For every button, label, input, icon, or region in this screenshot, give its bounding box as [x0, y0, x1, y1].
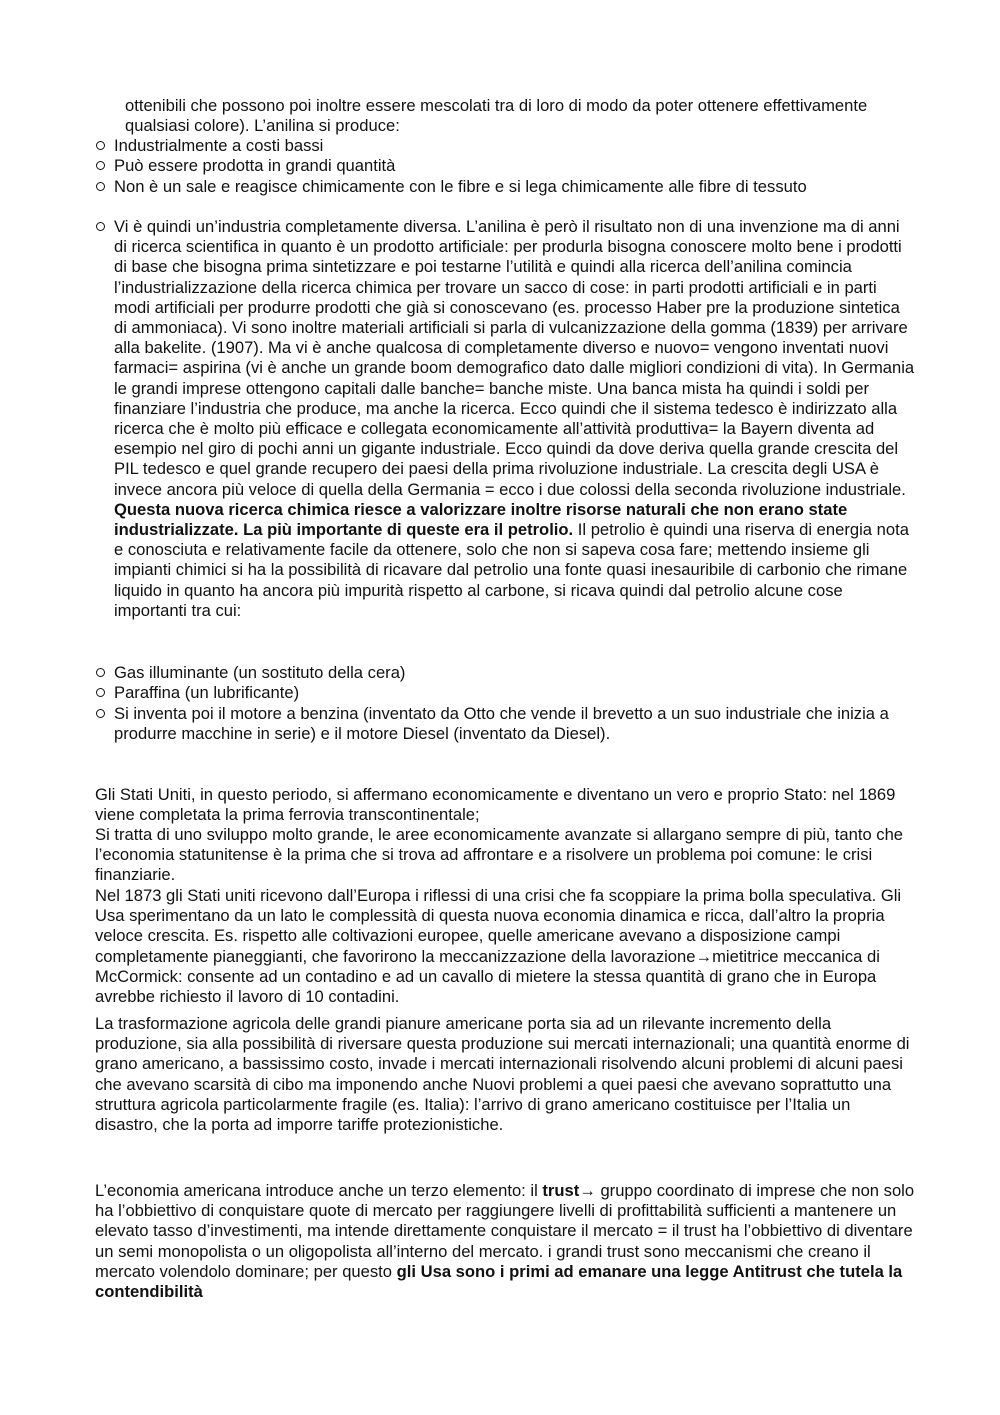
paragraph-text: Vi è quindi un’industria completamente diversa. L’anilina è però il risultato non di una invenzione ma di anni di ricerca scientifica in quanto è un prodotto artificiale: per produrla bisogna conoscere molto bene i prodotti di base che bisogna prima sintetizzare e poi testarne l’utilità e quindi alla ricerca dell’anilina comincia l’industrializzazione della ricerca chimica per trovare un sacco di cose: in parti prodotti artificiali e in parti modi artificiali per produrre prodotti che già si conoscevano (es. processo Haber pre la produzione sintetica di ammoniaca). Vi sono inoltre materiali artificiali si parla di vulcanizzazione della gomma (1839) per arrivare alla bakelite. (1907). Ma vi è anche qualcosa di completamente diverso e nuovo= vengono inventati nuovi farmaci= aspirina (vi è anche un grande boom demografico dato dalle migliori condizioni di vita). In Germania le grandi imprese ottengono capitali dalle banche= banche miste. Una banca mista ha quindi i soldi per finanziare l’industria che produce, ma anche la ricerca. Ecco quindi che il sistema tedesco è indirizzato alla ricerca che è molto più efficace e collegata economicamente all’attività produttiva= la Bayern diventa ad esempio nel giro di pochi anni un gigante industriale. Ecco quindi da dove deriva quella grande crescita del PIL tedesco e quel grande recupero dei paesi della prima rivoluzione industriale. La crescita degli USA è invece ancora più veloce di quella della Germania = ecco i due colossi della seconda rivoluzione industriale.	[114, 217, 915, 499]
paragraph: Nel 1873 gli Stati uniti ricevono dall’Europa i riflessi di una crisi che fa scoppiare la prima bolla speculativa. Gli Usa sperimentano da un lato le complessità di questa nuova economia dinamica e ricca, dall’altro la propria veloce crescita. Es. rispetto alle coltivazioni europee, quelle americane avevano a disposizione campi completamente pianeggianti, che favorirono la meccanizzazione della lavorazione→mietitrice meccanica di McCormick: consente ad un contadino e ad un cavallo di mietere la stessa quantità di grano che in Europa avrebbe richiesto il lavoro di 10 contadini.	[95, 886, 902, 1007]
bold-term: trust	[542, 1181, 580, 1200]
bullet-circle-icon	[96, 182, 105, 191]
paragraph: La trasformazione agricola delle grandi pianure americane porta sia ad un rilevante incremento della produzione, sia alla possibilità di riversare questa produzione sui mercati internazionali; una quantità enorme di grano americano, a bassissimo costo, invade i mercati internazionali risolvendo alcuni problemi di alcuni paesi che avevano scarsità di cibo ma imponendo anche Nuovi problemi a quei paesi che avevano soprattutto una struttura agricola particolarmente fragile (es. Italia): l’arrivo di grano americano costituisce per l’Italia un disastro, che la porta ad imporre tariffe protezionistiche.	[95, 1014, 910, 1135]
list-item: Gas illuminante (un sostituto della cera)	[95, 663, 915, 683]
paragraph-trust: L’economia americana introduce anche un terzo elemento: il trust→ gruppo coordinato di imprese che non solo ha l’obbiettivo di conquistare quote di mercato per raggiungere livelli di profittabilità sufficienti a mantenere un elevato tasso d’investimenti, ma intende direttamente conquistare il mercato = il trust ha l’obbiettivo di diventare un semi monopolista o un oligopolista all’interno del mercato. i grandi trust sono meccanismi che creano il mercato volendolo dominare; per questo gli Usa sono i primi ad emanare una legge Antitrust che tutela la contendibilità	[95, 1181, 915, 1302]
list-item: Non è un sale e reagisce chimicamente con le fibre e si lega chimicamente alle fibre di tessuto	[95, 177, 915, 197]
paragraph: Gli Stati Uniti, in questo periodo, si affermano economicamente e diventano un vero e proprio Stato: nel 1869 viene completata la prima ferrovia transcontinentale;	[95, 785, 896, 825]
bullet-circle-icon	[96, 709, 105, 718]
paragraph-text: Il petrolio è quindi una riserva di energia nota e conosciuta e relativamente facile da ottenere, solo che non si sapeva cosa fare; mettendo insieme gli impianti chimici si ha la possibilità di ricavare dal petrolio una fonte quasi inesauribile di carbonio che rimane liquido in quanto ha ancora più impurità rispetto al carbone, si ricava quindi dal petrolio alcune cose importanti tra cui:	[114, 520, 909, 620]
bold-emphasis: Questa nuova ricerca chimica riesce a valorizzare inoltre risorse naturali che non erano state industrializzate. La più importante di queste era il petrolio.	[114, 499, 848, 540]
bullet-circle-icon	[96, 141, 105, 150]
bold-emphasis: gli Usa sono i primi ad emanare una legge Antitrust che tutela la contendibilità	[95, 1261, 903, 1302]
bullet-circle-icon	[96, 161, 105, 170]
list-item: Può essere prodotta in grandi quantità	[95, 156, 915, 176]
paragraph-continuation: ottenibili che possono poi inoltre essere mescolati tra di loro di modo da poter ottenere effettivamente qualsiasi colore). L’anilina si produce:	[125, 96, 868, 136]
list-item: Industrialmente a costi bassi	[95, 136, 915, 156]
list-item-long	[95, 217, 915, 621]
bullet-circle-icon	[96, 222, 105, 231]
list-item: Paraffina (un lubrificante)	[95, 683, 915, 703]
bullet-circle-icon	[96, 688, 105, 697]
paragraph: Si tratta di uno sviluppo molto grande, le aree economicamente avanzate si allargano sempre di più, tanto che l’economia statunitense è la prima che si trova ad affrontare e a risolvere un problema poi comune: le crisi finanziarie.	[95, 825, 904, 885]
bullet-circle-icon	[96, 668, 105, 677]
list-item: Si inventa poi il motore a benzina (inventato da Otto che vende il brevetto a un suo industriale che inizia a produrre macchine in serie) e il motore Diesel (inventato da Diesel).	[95, 704, 915, 744]
